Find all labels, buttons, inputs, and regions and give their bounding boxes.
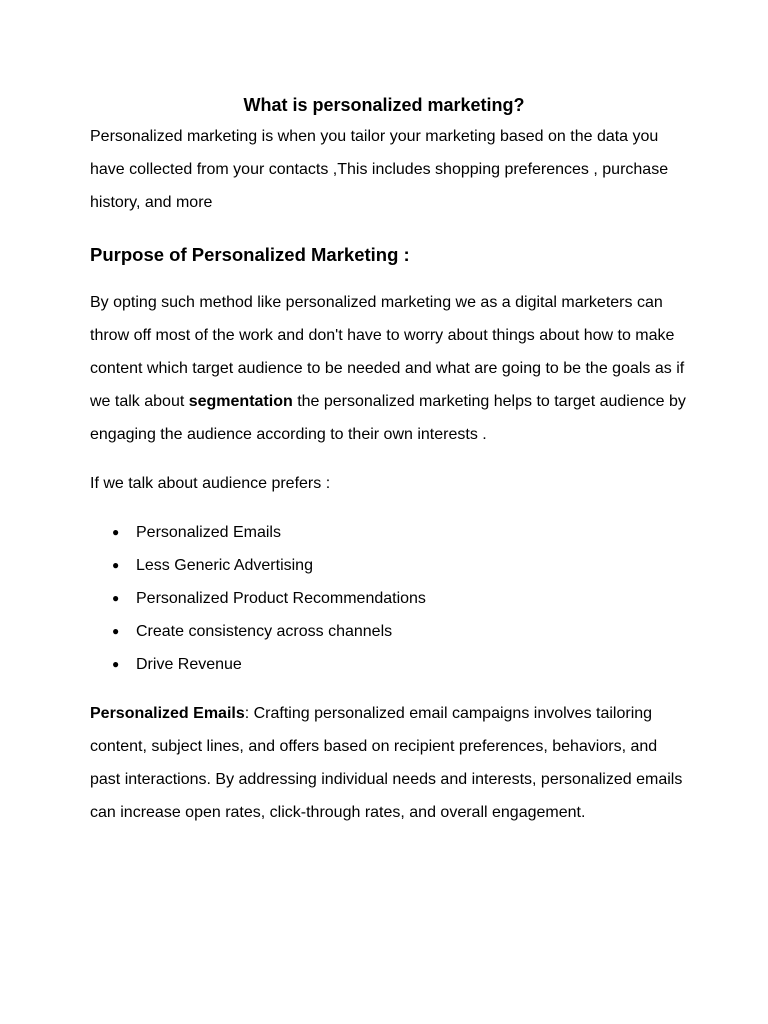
purpose-text-after: the personalized marketing helps to target audience by engaging the audience according to their own interests . <box>90 393 686 443</box>
bullet-icon: ● <box>112 558 120 572</box>
list-item <box>90 648 690 681</box>
segmentation-bold: segmentation <box>188 393 293 410</box>
emails-bold: Personalized Emails <box>90 705 245 722</box>
emails-paragraph <box>90 697 690 829</box>
list-item-label: Personalized Emails <box>136 524 281 541</box>
list-item <box>90 582 690 615</box>
bullet-icon: ● <box>112 657 120 671</box>
bullet-icon: ● <box>112 591 120 605</box>
list-item <box>90 549 690 582</box>
list-item <box>90 615 690 648</box>
emails-text: : Crafting personalized email campaigns involves tailoring content, subject lines, and offers based on recipient preferences, behaviors, and past interactions. By addressing individual needs and interests, personalized emails can increase open rates, click-through rates, and overall engagement. <box>90 705 683 821</box>
list-item-label: Personalized Product Recommendations <box>136 590 426 607</box>
prefers-paragraph: If we talk about audience prefers : <box>90 475 331 492</box>
purpose-text-before: By opting such method like personalized marketing we as a digital marketers can throw off most of the work and don't have to worry about things about how to make content which target audience to be needed and what are going to be the goals as if we talk about <box>90 294 685 410</box>
intro-paragraph: Personalized marketing is when you tailor your marketing based on the data you have collected from your contacts ,This includes shopping preferences , purchase history, and more <box>90 128 669 211</box>
preferences-list <box>90 516 690 681</box>
list-item-label: Create consistency across channels <box>136 623 393 640</box>
purpose-heading: Purpose of Personalized Marketing : <box>90 244 410 265</box>
document-page <box>90 90 690 829</box>
document-title: What is personalized marketing? <box>243 95 525 115</box>
list-item-label: Less Generic Advertising <box>136 557 313 574</box>
bullet-icon: ● <box>112 624 120 638</box>
list-item-label: Drive Revenue <box>136 656 242 673</box>
bullet-icon: ● <box>112 525 120 539</box>
purpose-paragraph <box>90 286 690 451</box>
list-item <box>90 516 690 549</box>
